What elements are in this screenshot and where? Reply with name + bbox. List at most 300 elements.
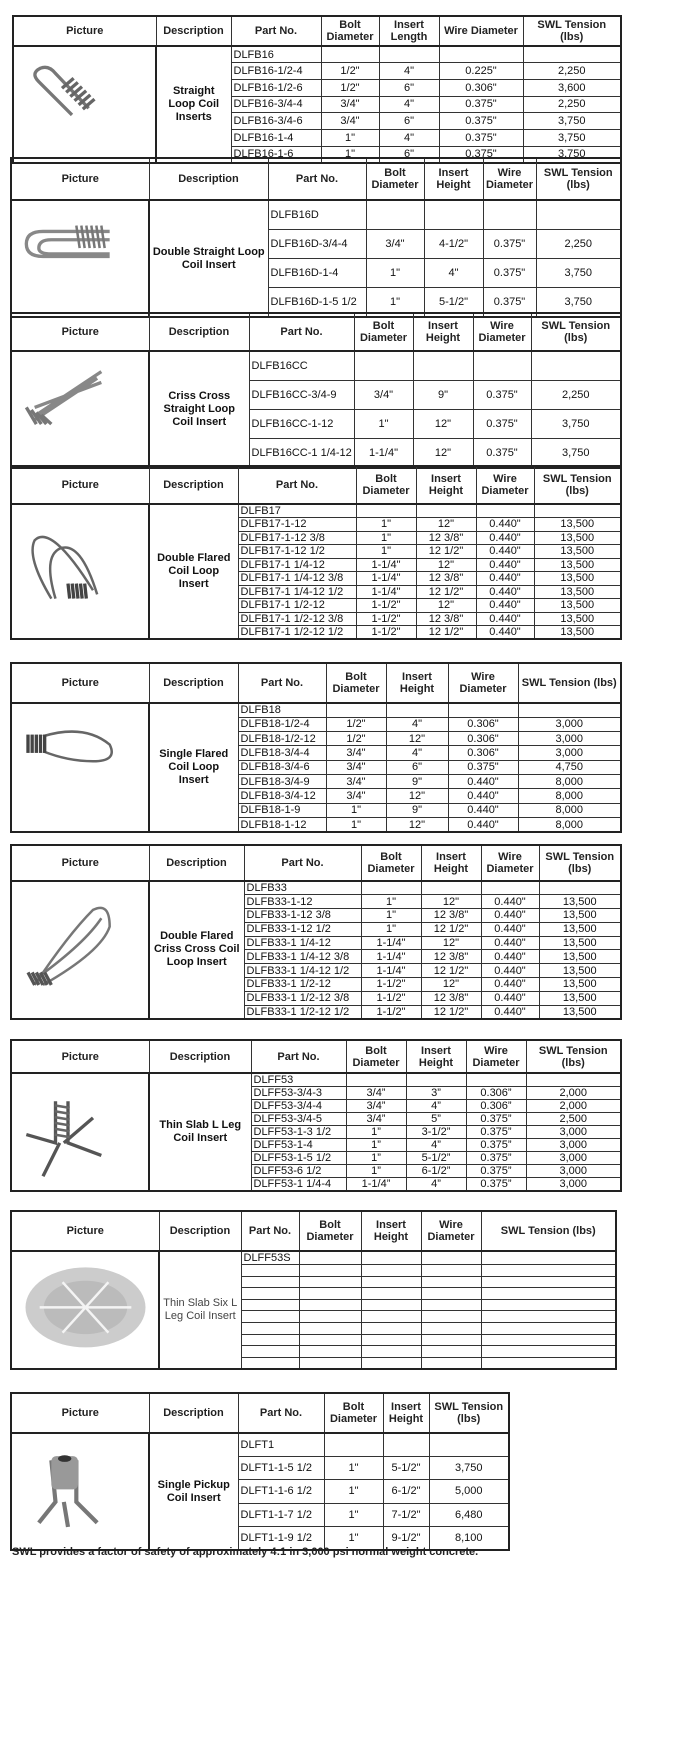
spec-value [324,1433,383,1456]
spec-value: 3,750 [523,146,621,163]
spec-value: 1" [361,909,421,923]
spec-value: 1" [321,130,379,147]
spec-value: 0.375” [466,1165,526,1178]
spec-value: 3,000 [526,1139,621,1152]
spec-value: 13,500 [539,978,621,992]
spec-value [421,1299,481,1311]
column-header: Wire Diameter [466,1040,526,1073]
spec-value: 12 1/2" [421,1005,481,1019]
column-header: SWL Tension (lbs) [518,663,621,703]
column-header: Insert Height [416,466,476,504]
part-number: DLFF53-1-3 1/2 [251,1126,346,1139]
spec-value [481,1276,616,1288]
spec-value: 0.375" [439,130,523,147]
spec-value: 6-1/2" [383,1480,429,1503]
spec-value: 3/4" [326,775,386,789]
spec-value [299,1311,361,1323]
column-header: Part No. [268,158,366,200]
part-number: DLFB33-1 1/2-12 1/2 [244,1005,361,1019]
column-header: Description [156,16,231,46]
part-number: DLFB16D-3/4-4 [268,229,366,258]
part-number: DLFB16CC-3/4-9 [249,380,354,409]
spec-value: 1-1/4" [361,936,421,950]
column-header: Insert Height [421,845,481,881]
spec-table [10,1392,510,1551]
part-number [241,1265,299,1277]
column-header: SWL Tension (lbs) [539,845,621,881]
spec-value [421,1265,481,1277]
column-header: Picture [11,313,149,351]
spec-value [439,46,523,63]
column-header: Bolt Diameter [324,1393,383,1433]
spec-value: 1" [321,146,379,163]
part-number [241,1299,299,1311]
spec-value: 12" [416,599,476,613]
spec-value: 0.375” [466,1178,526,1192]
spec-value: 3,000 [518,717,621,731]
column-header: Wire Diameter [476,466,534,504]
part-number [241,1311,299,1323]
spec-value: 2,250 [523,63,621,80]
spec-value [481,1346,616,1358]
spec-value: 3/4" [326,746,386,760]
part-number [241,1276,299,1288]
spec-value: 3/4" [326,789,386,803]
column-header: Description [149,158,268,200]
spec-value: 8,000 [518,803,621,817]
part-number: DLFB33 [244,881,361,895]
spec-value: 0.440" [481,991,539,1005]
part-number: DLFB33-1 1/2-12 [244,978,361,992]
column-header: Insert Height [413,313,473,351]
spec-value: 1" [361,922,421,936]
spec-value: 13,500 [539,991,621,1005]
column-header: Description [159,1211,241,1251]
spec-value: 0.306" [448,732,518,746]
spec-value [481,1251,616,1265]
column-header: SWL Tension (lbs) [523,16,621,46]
spec-value [473,351,531,380]
spec-value: 12" [421,895,481,909]
spec-value: 13,500 [534,599,621,613]
spec-value: 2,000 [526,1100,621,1113]
spec-value: 5” [406,1113,466,1126]
spec-value: 0.375" [473,439,531,468]
part-number: DLFT1-1-5 1/2 [238,1456,324,1479]
spec-value: 0.375” [466,1126,526,1139]
spec-value [299,1299,361,1311]
spec-value: 0.440" [481,909,539,923]
spec-table [10,157,622,318]
column-header: Part No. [238,663,326,703]
part-number: DLFB16D-1-5 1/2 [268,288,366,317]
spec-value: 3,750 [523,130,621,147]
spec-value [481,1322,616,1334]
spec-value: 4” [406,1178,466,1192]
column-header: Picture [11,158,149,200]
spec-value: 12 1/2" [416,626,476,640]
column-header: Picture [11,466,149,504]
product-description: Double Flared Criss Cross Coil Loop Insert [149,881,244,1019]
double-straight-loop-coil-insert-icon [11,200,149,317]
spec-value: 0.306" [448,717,518,731]
column-header: Description [149,466,238,504]
thin-slab-l-leg-coil-insert-icon [11,1073,149,1191]
spec-value [361,1334,421,1346]
table-row [11,1433,509,1456]
spec-value [366,200,424,229]
spec-value [406,1073,466,1087]
part-number: DLFB33-1 1/2-12 3/8 [244,991,361,1005]
spec-value: 3” [406,1087,466,1100]
spec-value: 3,750 [536,259,621,288]
spec-value [421,1322,481,1334]
spec-value [534,504,621,518]
spec-value: 13,500 [534,545,621,559]
spec-value: 0.440" [476,612,534,626]
spec-table [10,844,622,1020]
spec-table [12,15,622,164]
spec-value: 0.375” [466,1113,526,1126]
spec-value [526,1073,621,1087]
table-row [11,1251,616,1265]
spec-value: 0.440" [481,1005,539,1019]
spec-value [299,1346,361,1358]
product-description: Straight Loop Coil Inserts [156,46,231,163]
spec-value [481,1299,616,1311]
spec-value: 1-1/4" [356,585,416,599]
spec-value: 0.440" [481,950,539,964]
spec-value: 13,500 [539,950,621,964]
spec-value [321,46,379,63]
spec-value [421,1251,481,1265]
spec-value: 8,000 [518,818,621,832]
spec-value [361,1288,421,1300]
spec-value: 4" [424,259,483,288]
spec-value: 13,500 [539,909,621,923]
spec-value: 6,480 [429,1503,509,1526]
spec-value: 0.440" [448,803,518,817]
spec-value: 9" [413,380,473,409]
spec-value: 12" [413,410,473,439]
spec-value [361,1299,421,1311]
column-header: Wire Diameter [483,158,536,200]
spec-value: 5-1/2" [383,1456,429,1479]
column-header: SWL Tension (lbs) [536,158,621,200]
column-header: Bolt Diameter [326,663,386,703]
part-number: DLFB33-1-12 3/8 [244,909,361,923]
spec-value: 1-1/4" [361,950,421,964]
spec-value: 2,500 [526,1113,621,1126]
spec-value: 4" [386,717,448,731]
spec-value: 0.440" [481,895,539,909]
spec-value: 1" [354,410,413,439]
column-header: Part No. [249,313,354,351]
spec-value: 1" [324,1503,383,1526]
column-header: Description [149,1040,251,1073]
spec-value: 6" [386,760,448,774]
product-description: Thin Slab Six L Leg Coil Insert [159,1251,241,1369]
column-header: Description [149,663,238,703]
spec-value: 5-1/2” [406,1152,466,1165]
column-header: Bolt Diameter [366,158,424,200]
product-description: Double Straight Loop Coil Insert [149,200,268,317]
spec-value: 6-1/2” [406,1165,466,1178]
spec-table [10,1210,617,1370]
spec-value [299,1276,361,1288]
column-header: Insert Height [361,1211,421,1251]
spec-value [531,351,621,380]
spec-value: 12" [416,558,476,572]
spec-value: 3/4" [366,229,424,258]
part-number: DLFB16D-1-4 [268,259,366,288]
footer-note: SWL provides a factor of safety of approximately 4:1 in 3,000 psi normal weight concrete. [12,1546,479,1558]
spec-value: 1/2" [321,63,379,80]
column-header: Wire Diameter [448,663,518,703]
thin-slab-six-l-leg-coil-insert-icon [11,1251,159,1369]
part-number: DLFF53-3/4-4 [251,1100,346,1113]
spec-value [421,1276,481,1288]
spec-value: 13,500 [539,1005,621,1019]
spec-value: 7-1/2" [383,1503,429,1526]
spec-value: 0.375" [439,96,523,113]
part-number [241,1288,299,1300]
spec-value: 0.306" [439,79,523,96]
spec-value: 8,000 [518,775,621,789]
table-row [11,504,621,518]
spec-value [386,703,448,717]
spec-value [481,1357,616,1369]
spec-value: 4" [379,96,439,113]
spec-value: 4” [406,1139,466,1152]
spec-value [346,1073,406,1087]
spec-value: 0.375" [483,229,536,258]
part-number: DLFB18-3/4-12 [238,789,326,803]
spec-value: 3,750 [536,288,621,317]
part-number: DLFB18-3/4-9 [238,775,326,789]
spec-value: 0.440" [476,626,534,640]
column-header: Bolt Diameter [346,1040,406,1073]
spec-value: 6" [379,146,439,163]
spec-value: 0.440" [448,818,518,832]
spec-value: 9-1/2" [383,1527,429,1550]
spec-value: 3,750 [523,113,621,130]
single-pickup-coil-insert-icon [11,1433,149,1550]
spec-value: 12" [421,936,481,950]
spec-value: 13,500 [534,531,621,545]
column-header: Picture [11,845,149,881]
spec-value: 1-1/4" [356,558,416,572]
column-header: SWL Tension (lbs) [526,1040,621,1073]
part-number: DLFB18-3/4-4 [238,746,326,760]
spec-value: 0.306” [466,1100,526,1113]
column-header: Wire Diameter [421,1211,481,1251]
spec-value: 3,750 [429,1456,509,1479]
spec-value: 1" [326,803,386,817]
spec-value: 3/4" [321,113,379,130]
spec-value: 3,000 [518,746,621,760]
spec-value [361,881,421,895]
spec-value: 3,600 [523,79,621,96]
column-header: Picture [11,1393,149,1433]
spec-value: 1-1/4” [346,1178,406,1192]
spec-value: 13,500 [539,895,621,909]
spec-value [361,1322,421,1334]
spec-value: 0.375" [483,288,536,317]
column-header: Part No. [251,1040,346,1073]
spec-value: 12" [386,789,448,803]
spec-value [481,1311,616,1323]
spec-value [481,1334,616,1346]
spec-value: 3/4” [346,1113,406,1126]
spec-value [361,1265,421,1277]
spec-value: 0.440" [476,518,534,532]
part-number: DLFB16-1/2-4 [231,63,321,80]
spec-value: 13,500 [534,572,621,586]
spec-value: 4" [379,63,439,80]
spec-value [518,703,621,717]
spec-value: 3/4” [346,1087,406,1100]
spec-value: 12 1/2" [421,964,481,978]
product-description: Single Pickup Coil Insert [149,1433,238,1550]
spec-value: 12 3/8" [416,572,476,586]
part-number: DLFB33-1-12 [244,895,361,909]
spec-value: 0.440" [476,531,534,545]
part-number: DLFB16-3/4-6 [231,113,321,130]
part-number: DLFB18-1/2-12 [238,732,326,746]
column-header: Part No. [238,1393,324,1433]
spec-value [299,1265,361,1277]
part-number: DLFB16 [231,46,321,63]
spec-value: 0.375” [466,1139,526,1152]
column-header: SWL Tension (lbs) [534,466,621,504]
spec-value: 12" [421,978,481,992]
spec-value: 2,000 [526,1087,621,1100]
spec-value: 12 1/2" [416,585,476,599]
spec-table [10,662,622,833]
column-header: Picture [11,1211,159,1251]
part-number: DLFT1-1-7 1/2 [238,1503,324,1526]
spec-table [10,312,622,469]
part-number: DLFB18 [238,703,326,717]
part-number: DLFF53-6 1/2 [251,1165,346,1178]
spec-value [424,200,483,229]
spec-value: 1-1/2" [361,978,421,992]
column-header: Bolt Diameter [361,845,421,881]
spec-value: 0.440" [481,964,539,978]
part-number: DLFB33-1 1/4-12 [244,936,361,950]
spec-value [299,1251,361,1265]
spec-value: 1” [346,1126,406,1139]
single-flared-coil-loop-insert-icon [11,703,149,832]
part-number: DLFB16CC-1-12 [249,410,354,439]
column-header: Insert Height [406,1040,466,1073]
column-header: Description [149,845,244,881]
column-header: Bolt Diameter [321,16,379,46]
part-number: DLFB17-1-12 [238,518,356,532]
spec-value [421,1288,481,1300]
spec-value: 8,000 [518,789,621,803]
spec-value [421,1311,481,1323]
part-number: DLFB17-1 1/2-12 3/8 [238,612,356,626]
spec-value: 3,000 [526,1165,621,1178]
spec-value: 1/2" [326,732,386,746]
spec-value: 0.440" [448,775,518,789]
spec-value: 0.306” [466,1087,526,1100]
part-number: DLFB16-3/4-4 [231,96,321,113]
part-number: DLFF53-3/4-5 [251,1113,346,1126]
spec-value: 5,000 [429,1480,509,1503]
spec-value: 1-1/2" [361,991,421,1005]
part-number: DLFF53S [241,1251,299,1265]
part-number: DLFB33-1-12 1/2 [244,922,361,936]
column-header: SWL Tension (lbs) [531,313,621,351]
column-header: Wire Diameter [439,16,523,46]
spec-value: 0.440" [476,572,534,586]
spec-value [299,1322,361,1334]
spec-value [481,1288,616,1300]
spec-value: 0.225" [439,63,523,80]
spec-value [481,881,539,895]
spec-value [413,351,473,380]
spec-value: 9" [386,775,448,789]
column-header: Insert Height [383,1393,429,1433]
column-header: Description [149,1393,238,1433]
part-number: DLFB17 [238,504,356,518]
spec-value [379,46,439,63]
table-row [13,46,621,63]
part-number [241,1346,299,1358]
spec-value [356,504,416,518]
part-number: DLFB33-1 1/4-12 3/8 [244,950,361,964]
column-header: Wire Diameter [481,845,539,881]
spec-value: 4,750 [518,760,621,774]
spec-value: 1-1/2" [356,599,416,613]
spec-value: 0.375" [483,259,536,288]
table-row [11,200,621,229]
spec-value: 0.375” [466,1152,526,1165]
table-row [11,881,621,895]
spec-value: 1" [356,518,416,532]
part-number: DLFT1-1-9 1/2 [238,1527,324,1550]
spec-value: 1" [324,1527,383,1550]
product-description: Thin Slab L Leg Coil Insert [149,1073,251,1191]
product-description: Criss Cross Straight Loop Coil Insert [149,351,249,468]
column-header: Picture [11,663,149,703]
spec-value [326,703,386,717]
spec-value: 6" [379,113,439,130]
spec-value [429,1433,509,1456]
spec-value: 3,000 [526,1126,621,1139]
spec-value: 2,250 [523,96,621,113]
spec-value: 1-1/4" [356,572,416,586]
double-flared-criss-cross-coil-loop-insert-icon [11,881,149,1019]
part-number: DLFB17-1 1/4-12 3/8 [238,572,356,586]
spec-value [448,703,518,717]
spec-value: 3-1/2” [406,1126,466,1139]
spec-value: 13,500 [534,558,621,572]
part-number: DLFB17-1-12 1/2 [238,545,356,559]
column-header: Picture [13,16,156,46]
spec-value: 3,750 [531,410,621,439]
column-header: Part No. [244,845,361,881]
spec-value: 1/2" [326,717,386,731]
spec-value [483,200,536,229]
spec-value: 1-1/2" [356,612,416,626]
spec-value [476,504,534,518]
spec-value [299,1357,361,1369]
spec-value: 0.440" [476,585,534,599]
